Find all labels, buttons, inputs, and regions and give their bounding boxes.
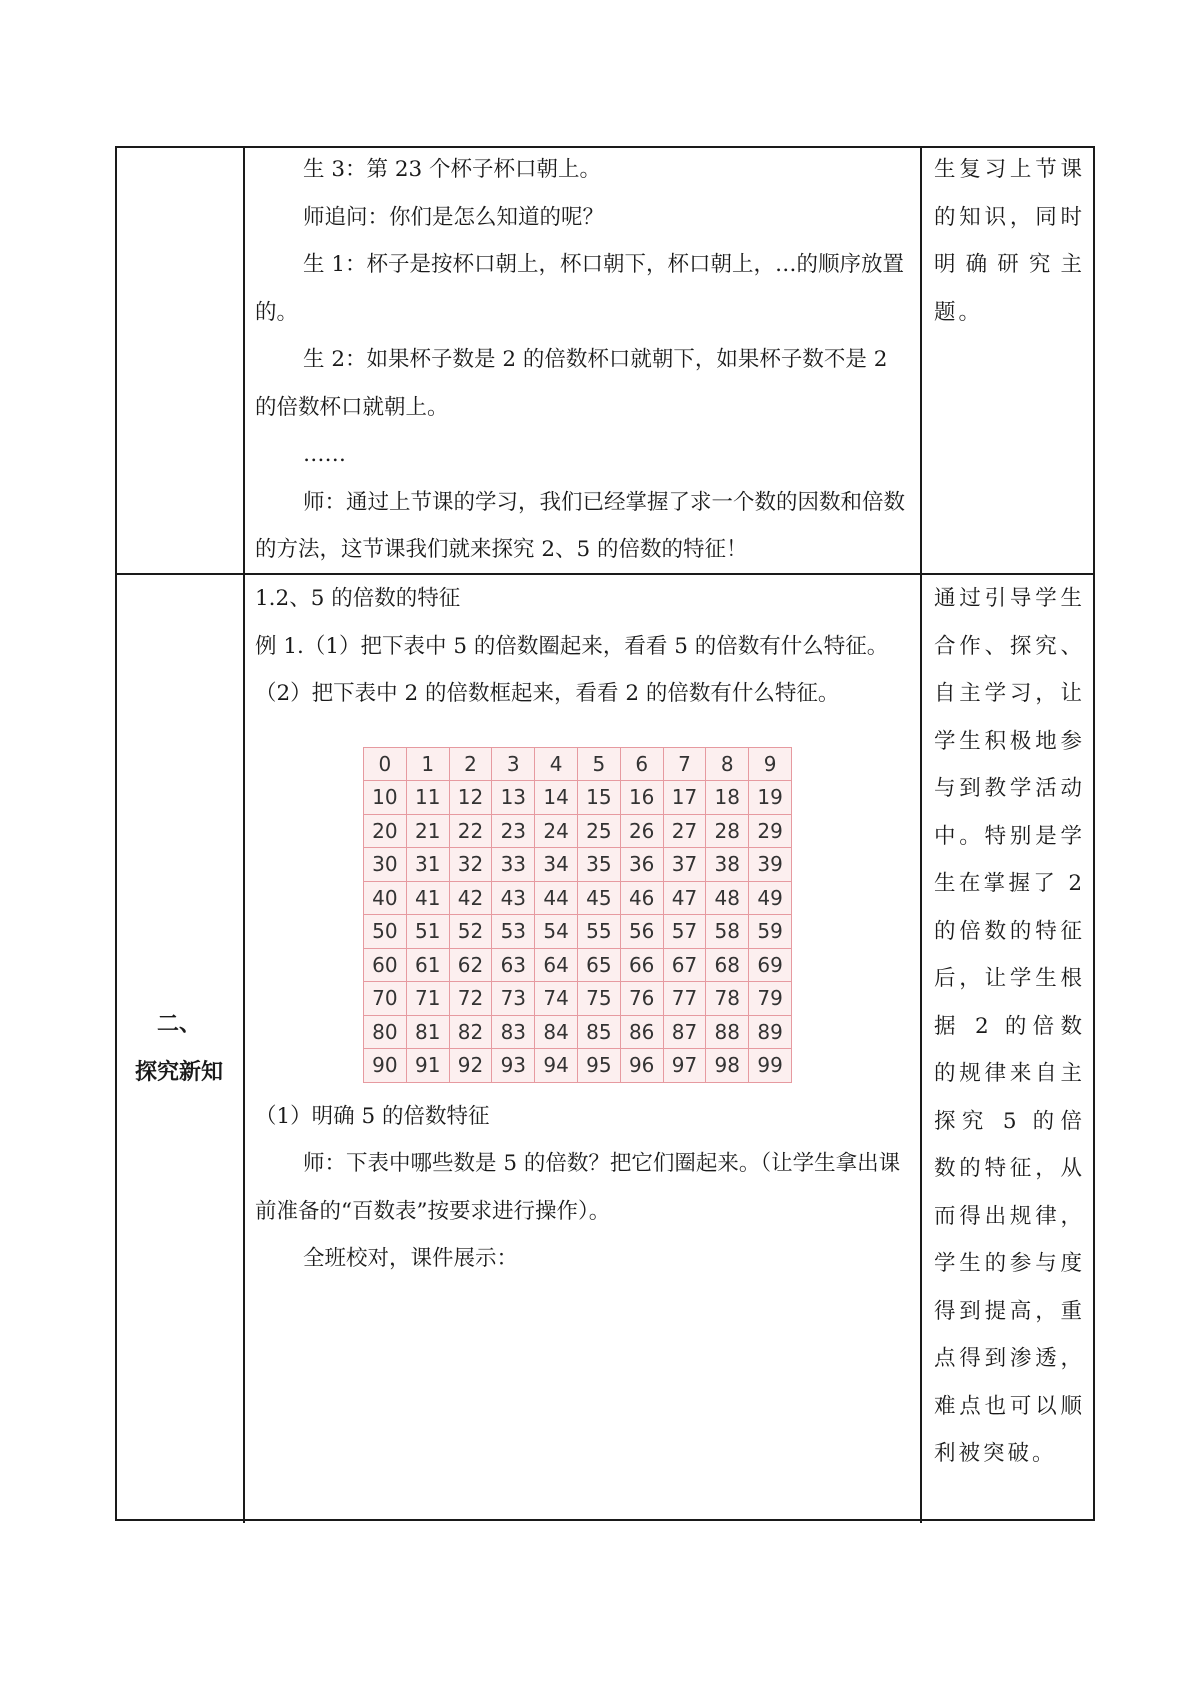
dialogue-line: 生 2：如果杯子数是 2 的倍数杯口就朝下，如果杯子数不是 2 的倍数杯口就朝上。	[255, 347, 888, 420]
hundred-chart-cell: 30	[364, 848, 407, 882]
hundred-chart-cell: 59	[749, 915, 792, 949]
hundred-chart-row	[364, 1049, 792, 1083]
hundred-chart-cell: 5	[577, 747, 620, 781]
example-2: （2）把下表中 2 的倍数框起来，看看 2 的倍数有什么特征。	[255, 681, 840, 706]
hundred-chart-cell: 28	[706, 814, 749, 848]
hundred-chart-cell: 45	[577, 881, 620, 915]
hundred-chart-row	[364, 848, 792, 882]
hundred-chart-cell: 29	[749, 814, 792, 848]
table-row	[115, 146, 1095, 573]
hundred-chart-row	[364, 915, 792, 949]
hundred-chart-cell: 67	[663, 948, 706, 982]
hundred-chart-cell: 7	[663, 747, 706, 781]
hundred-chart-cell: 58	[706, 915, 749, 949]
hundred-chart-cell: 85	[577, 1015, 620, 1049]
content-cell	[245, 146, 922, 574]
design-note-cell	[922, 575, 1095, 1523]
hundred-chart-cell: 90	[364, 1049, 407, 1083]
hundred-chart-cell: 86	[620, 1015, 663, 1049]
hundred-chart-cell: 53	[492, 915, 535, 949]
hundred-chart-row	[364, 881, 792, 915]
hundred-chart-cell: 38	[706, 848, 749, 882]
hundred-chart-cell: 44	[535, 881, 578, 915]
hundred-chart-row	[364, 814, 792, 848]
content-cell	[245, 575, 922, 1523]
hundred-chart-cell: 94	[535, 1049, 578, 1083]
hundred-chart-cell: 37	[663, 848, 706, 882]
hundred-chart-cell: 64	[535, 948, 578, 982]
dialogue-line: 师追问：你们是怎么知道的呢？	[303, 204, 605, 230]
hundred-chart-cell: 62	[449, 948, 492, 982]
hundred-chart-cell: 98	[706, 1049, 749, 1083]
stage-cell	[115, 146, 245, 574]
hundred-chart-row	[364, 1015, 792, 1049]
hundred-chart-cell: 46	[620, 881, 663, 915]
hundred-chart-cell: 20	[364, 814, 407, 848]
hundred-chart-cell: 42	[449, 881, 492, 915]
hundred-chart-cell: 92	[449, 1049, 492, 1083]
hundred-chart-cell: 49	[749, 881, 792, 915]
hundred-chart-cell: 80	[364, 1015, 407, 1049]
hundred-chart-cell: 60	[364, 948, 407, 982]
hundred-chart	[363, 747, 792, 1083]
hundred-chart-cell: 17	[663, 781, 706, 815]
hundred-chart-cell: 63	[492, 948, 535, 982]
hundred-chart-cell: 89	[749, 1015, 792, 1049]
hundred-chart-cell: 13	[492, 781, 535, 815]
hundred-chart-cell: 75	[577, 982, 620, 1016]
hundred-chart-wrap	[363, 747, 910, 1083]
hundred-chart-cell: 12	[449, 781, 492, 815]
stage-title: 探究新知	[134, 1060, 223, 1085]
hundred-chart-cell: 8	[706, 747, 749, 781]
hundred-chart-cell: 2	[449, 747, 492, 781]
dialogue-line: ……	[303, 442, 346, 467]
hundred-chart-cell: 78	[706, 982, 749, 1016]
hundred-chart-cell: 81	[406, 1015, 449, 1049]
hundred-chart-cell: 16	[620, 781, 663, 815]
hundred-chart-cell: 54	[535, 915, 578, 949]
hundred-chart-cell: 66	[620, 948, 663, 982]
hundred-chart-cell: 52	[449, 915, 492, 949]
hundred-chart-cell: 51	[406, 915, 449, 949]
hundred-chart-row	[364, 948, 792, 982]
hundred-chart-cell: 33	[492, 848, 535, 882]
dialogue-line: 生 1：杯子是按杯口朝上，杯口朝下，杯口朝上，…的顺序放置的。	[255, 252, 905, 325]
hundred-chart-cell: 99	[749, 1049, 792, 1083]
hundred-chart-cell: 19	[749, 781, 792, 815]
dialogue-line: 生 3：第 23 个杯子杯口朝上。	[303, 157, 602, 182]
hundred-chart-cell: 48	[706, 881, 749, 915]
hundred-chart-cell: 74	[535, 982, 578, 1016]
section-heading: 1.2、5 的倍数的特征	[255, 586, 461, 611]
hundred-chart-cell: 93	[492, 1049, 535, 1083]
hundred-chart-cell: 71	[406, 982, 449, 1016]
hundred-chart-cell: 97	[663, 1049, 706, 1083]
hundred-chart-cell: 88	[706, 1015, 749, 1049]
hundred-chart-cell: 79	[749, 982, 792, 1016]
hundred-chart-cell: 11	[406, 781, 449, 815]
check-line: 全班校对，课件展示：	[303, 1246, 519, 1271]
hundred-chart-row	[364, 982, 792, 1016]
hundred-chart-cell: 3	[492, 747, 535, 781]
hundred-chart-cell: 36	[620, 848, 663, 882]
hundred-chart-cell: 34	[535, 848, 578, 882]
hundred-chart-cell: 18	[706, 781, 749, 815]
hundred-chart-cell: 1	[406, 747, 449, 781]
hundred-chart-row	[364, 781, 792, 815]
design-note-cell	[922, 146, 1095, 574]
dialogue-line: 师：通过上节课的学习，我们已经掌握了求一个数的因数和倍数的方法，这节课我们就来探究 2、5 的倍数的特征！	[255, 489, 906, 562]
hundred-chart-cell: 10	[364, 781, 407, 815]
hundred-chart-cell: 50	[364, 915, 407, 949]
hundred-chart-cell: 83	[492, 1015, 535, 1049]
hundred-chart-cell: 39	[749, 848, 792, 882]
lesson-table	[115, 146, 1095, 1523]
hundred-chart-cell: 14	[535, 781, 578, 815]
hundred-chart-cell: 87	[663, 1015, 706, 1049]
hundred-chart-cell: 41	[406, 881, 449, 915]
hundred-chart-cell: 65	[577, 948, 620, 982]
hundred-chart-cell: 15	[577, 781, 620, 815]
hundred-chart-cell: 0	[364, 747, 407, 781]
example-1: 例 1.（1）把下表中 5 的倍数圈起来，看看 5 的倍数有什么特征。	[255, 633, 889, 659]
sub-heading: （1）明确 5 的倍数特征	[255, 1103, 490, 1129]
hundred-chart-cell: 4	[535, 747, 578, 781]
hundred-chart-cell: 27	[663, 814, 706, 848]
hundred-chart-cell: 24	[535, 814, 578, 848]
hundred-chart-cell: 95	[577, 1049, 620, 1083]
design-note: 生复习上节课的知识，同时明确研究主题。	[934, 157, 1085, 325]
hundred-chart-cell: 70	[364, 982, 407, 1016]
hundred-chart-cell: 25	[577, 814, 620, 848]
stage-cell	[115, 575, 245, 1523]
hundred-chart-cell: 43	[492, 881, 535, 915]
hundred-chart-cell: 56	[620, 915, 663, 949]
hundred-chart-cell: 40	[364, 881, 407, 915]
hundred-chart-row	[364, 747, 792, 781]
hundred-chart-cell: 69	[749, 948, 792, 982]
hundred-chart-cell: 55	[577, 915, 620, 949]
hundred-chart-cell: 72	[449, 982, 492, 1016]
hundred-chart-cell: 73	[492, 982, 535, 1016]
hundred-chart-cell: 96	[620, 1049, 663, 1083]
hundred-chart-cell: 77	[663, 982, 706, 1016]
hundred-chart-cell: 31	[406, 848, 449, 882]
table-row	[115, 573, 1095, 1523]
hundred-chart-cell: 35	[577, 848, 620, 882]
hundred-chart-cell: 22	[449, 814, 492, 848]
hundred-chart-cell: 57	[663, 915, 706, 949]
hundred-chart-cell: 9	[749, 747, 792, 781]
hundred-chart-cell: 68	[706, 948, 749, 982]
hundred-chart-cell: 21	[406, 814, 449, 848]
hundred-chart-cell: 91	[406, 1049, 449, 1083]
hundred-chart-cell: 6	[620, 747, 663, 781]
design-note: 通过引导学生合作、探究、自主学习，让学生积极地参与到教学活动中。特别是学生在掌握了 2 的倍数的特征后，让学生根据 2 的倍数的规律来自主探究 5 的倍数的特征，从而得出规律，学生的参与度得到提高，重点得到渗透，难点也可以顺利被突破。	[934, 586, 1085, 1466]
hundred-chart-cell: 32	[449, 848, 492, 882]
stage-number: 二、	[156, 1012, 201, 1037]
hundred-chart-cell: 82	[449, 1015, 492, 1049]
hundred-chart-cell: 84	[535, 1015, 578, 1049]
hundred-chart-cell: 61	[406, 948, 449, 982]
hundred-chart-cell: 76	[620, 982, 663, 1016]
hundred-chart-cell: 23	[492, 814, 535, 848]
hundred-chart-cell: 47	[663, 881, 706, 915]
hundred-chart-cell: 26	[620, 814, 663, 848]
teacher-line: 师：下表中哪些数是 5 的倍数？把它们圈起来。（让学生拿出课前准备的“百数表”按要求进行操作）。	[255, 1151, 901, 1224]
